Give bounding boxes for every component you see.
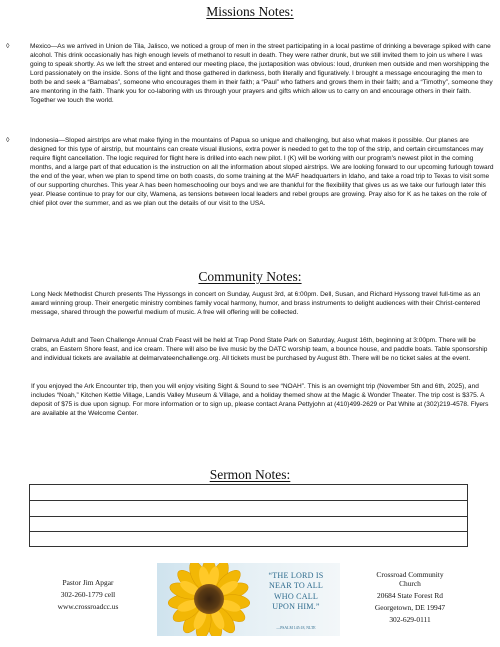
pastor-name: Pastor Jim Apgar — [62, 578, 114, 587]
pastor-phone: 302-260-1779 cell — [60, 590, 116, 599]
community-paragraph-noah-trip: If you enjoyed the Ark Encounter trip, then you will enjoy visiting Sight & Sound to see “NOAH”. This is an overnight trip (November 5th and 6th, 2025), and includes “Noah,” Kitchen Kettle Village, Landis Valley Museum & Village, and a holiday themed show at the Magic & Wonder Theater. The trip cost is $375. A deposit of $75 is due upon signup. For more information or to sign up, please contact Arana Pettyjohn at (410)499-2629 or Pat White at (302)219-4578. Flyers are available at the Welcome Center. — [31, 383, 489, 418]
church-website[interactable]: www.crossroadcc.us — [57, 602, 119, 611]
community-paragraph-crab-feast: Delmarva Adult and Teen Challenge Annual Crab Feast will be held at Trap Pond State Park on Saturday, August 16th, beginning at 3:00pm. There will be crabs, an Eastern Shore feast, and ice cream. There will also be live music by the DATC worship team, a bounce house, and paddle boats. Table sponsorship and individual tickets are available at delmarvateenchallenge.org. All tickets must be purchased by August 8th. There will be no ticket sales at the event. — [31, 337, 488, 363]
scripture-verse: “THE LORD IS NEAR TO ALL WHO CALL UPON HIM.” — [268, 571, 324, 611]
church-name-line1: Crossroad Community — [376, 570, 444, 579]
sunflower-verse-banner — [157, 563, 340, 636]
church-contact — [352, 569, 468, 626]
church-address: 20684 State Forest Rd — [377, 591, 443, 600]
scripture-reference: —PSALM 145:18, NLTE — [276, 626, 316, 630]
sermon-notes-box[interactable] — [29, 484, 468, 547]
diamond-bullet-icon: ◊ — [6, 43, 10, 50]
diamond-bullet-icon: ◊ — [6, 137, 10, 144]
notes-line — [30, 500, 467, 501]
community-paragraph-hyssongs: Long Neck Methodist Church presents The Hyssongs in concert on Sunday, August 3rd, at 6:00pm. Dell, Susan, and Richard Hyssong travel full-time as an award winning group. Their energetic ministry combines family vocal harmony, humor, and brass instruments to delight audiences with their Christ-centered message, shared through the powerful medium of music. A free will offering will be collected. — [31, 291, 481, 317]
sermon-heading: Sermon Notes: — [209, 467, 291, 482]
notes-line — [30, 516, 467, 517]
notes-line — [30, 531, 467, 532]
mission-text-mexico: Mexico—As we arrived in Union de Tila, Jalisco, we noticed a group of men in the street participating in a local pastime of drinking a beverage spiked with cane alcohol. This drink occasionally has high enough levels of methanol to result in death. They were rather drunk, but we still invited them to join us where I was going to speak shortly. As we left the street and entered our meeting place, the juxtaposition was obvious: loud, drunken men outside and men worshipping the Lord passionately on the inside. Sons of the light and those gathered in darkness, both literally and figuratively. I brought a message encouraging the men to both be and seek a “Barnabas”, someone who encourages them in their faith; a “Paul” who fathers and grows them in their faith; and a “Timothy”, someone they are mentoring in the faith. Thank you for co-laboring with us through your prayers and gifts which allow us to carry on and encourage others in their faith. Together we touch the world. — [30, 43, 493, 105]
missions-heading: Missions Notes: — [206, 4, 294, 19]
church-name-line2: Church — [399, 579, 421, 588]
church-city: Georgetown, DE 19947 — [374, 603, 446, 612]
mission-text-indonesia: Indonesia—Sloped airstrips are what make flying in the mountains of Papua so unique and challenging, but also what makes it possible. Our planes are designed for this type of airstrip, but mountains can create visual illusions, extra power is needed to get to the top of the strip, and certain circumstances may require flight cancellation. The logic required for flight here is drilled into each new pilot. I (K) will be working with our program's newest pilot in the coming months, and a large part of that education is the instruction on all the information about sloped airstrips. We are looking forward to our upcoming furlough toward the end of the year, when we plan to spend time on both coasts, do some training at the MAF headquarters in Idaho, and take a road trip to Texas to visit some of our supporting churches. This year A has been homeschooling our boys and we are thankful for the flexibility that gives us as we take our furlough later this year. Please continue to pray for our city, Wamena, as tensions between local leaders and rebel groups are growing. Pray also for K as he takes on the role of chief pilot over the summer, and as we plan out the details of our visit to the USA. — [30, 137, 494, 208]
pastor-contact — [28, 577, 148, 613]
church-phone: 302-629-0111 — [389, 615, 431, 624]
community-heading: Community Notes: — [198, 269, 302, 284]
